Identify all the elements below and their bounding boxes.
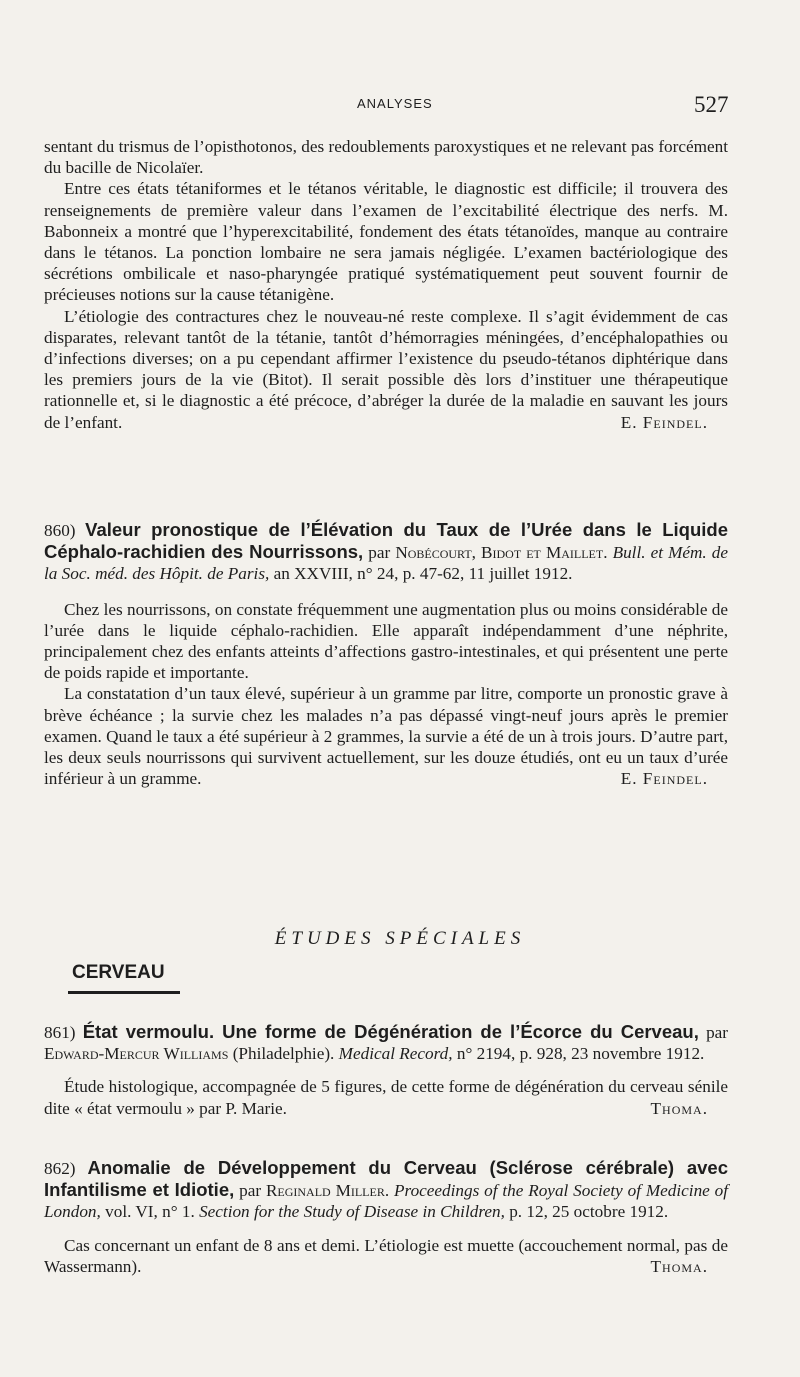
entry-location: (Philadelphie).	[232, 1044, 335, 1064]
section-title: ÉTUDES SPÉCIALES	[274, 928, 526, 949]
entry-by: par	[239, 1181, 262, 1201]
intro-paragraph-3	[44, 306, 728, 433]
entry-title: État vermoulu. Une forme de Dégénération de l’Écorce du Cerveau,	[82, 1021, 699, 1042]
entry-section: Section for the Study of Disease in Children,	[199, 1202, 505, 1222]
signature: Thoma.	[650, 1256, 708, 1276]
entry-details: n° 2194, p. 928, 23 novembre 1912.	[456, 1044, 705, 1064]
entry-journal: Bull. et Mém. de la Soc. méd. des Hôpit. de Paris,	[44, 543, 729, 584]
intro-block	[44, 136, 728, 433]
entry-860-paragraph-2	[44, 683, 728, 789]
page-number: 527	[694, 92, 729, 117]
signature: Thoma.	[650, 1098, 708, 1118]
entry-by: par	[368, 543, 391, 563]
entry-authors: Nobécourt, Bidot et Maillet.	[395, 543, 608, 563]
subsection-title: CERVEAU	[72, 962, 165, 983]
entry-details: p. 12, 25 octobre 1912.	[509, 1202, 669, 1222]
entry-861-heading	[44, 1021, 728, 1064]
entry-862-heading	[44, 1157, 728, 1223]
entry-number: 862)	[44, 1159, 76, 1178]
entry-volume: vol. VI, n° 1.	[105, 1202, 195, 1222]
running-head	[0, 92, 800, 122]
entry-862-paragraph	[44, 1235, 728, 1277]
signature: E. Feindel.	[620, 769, 708, 789]
entry-862	[44, 1157, 728, 1277]
entry-journal: Medical Record,	[338, 1044, 453, 1064]
entry-authors: Reginald Miller.	[265, 1181, 390, 1201]
entry-journal: Proceedings of the Royal Society of Medicine of London,	[44, 1181, 729, 1222]
entry-861-paragraph-text: Étude histologique, accompagnée de 5 figures, de cette forme de dégénération du cerveau sénile dite « état vermoulu » par P. Marie.	[44, 1077, 728, 1118]
entry-860-heading	[44, 519, 728, 585]
entry-by: par	[706, 1023, 729, 1042]
signature: E. Feindel.	[620, 412, 708, 432]
running-head-title: ANALYSES	[357, 96, 433, 111]
entry-860-paragraph-1: Chez les nourrissons, on constate fréquemment une augmentation plus ou moins considérable de l’urée dans le liquide céphalo-rachidien. Elle apparaît indépendamment d’une néphrite, principalement chez des enfants atteints d’affections gastro-intestinales, et qui présentent une perte de poids rapide et importante.	[44, 599, 728, 683]
intro-paragraph-2: Entre ces états tétaniformes et le tétanos véritable, le diagnostic est difficile; il trouvera des renseignements de première valeur dans l’examen de l’excitabilité électrique des nerfs. M. Babonneix a montré que l’hyperexcitabilité, fondement des états tétanoïdes, manque au contraire dans le tétanos. La ponction lombaire ne sera jamais négligée. L’examen bactériologique des sécrétions ombilicale et naso-pharyngée pratiqué systématiquement peut souvent fournir de précieuses notions sur la cause tétanigène.	[44, 179, 728, 305]
entry-860	[44, 519, 728, 789]
subsection-rule	[68, 991, 180, 994]
entry-860-paragraph-2-text: La constatation d’un taux élevé, supérieur à un gramme par litre, comporte un pronostic grave à brève échéance ; la survie chez les malades n’a pas dépassé vingt-neuf jours après le premier examen. Quand le taux a été supérieur à 2 grammes, la survie a été de un à trois jours. D’autre part, les deux seuls nourrissons qui survivent actuellement, sur les douze étudiés, ont eu un taux d’urée inférieur à un gramme.	[44, 684, 728, 789]
entry-number: 860)	[44, 521, 76, 540]
entry-title: Valeur pronostique de l’Élévation du Taux de l’Urée dans le Liquide Céphalo-rachidien des Nourrissons,	[44, 519, 729, 563]
entry-861-paragraph	[44, 1076, 728, 1118]
entry-details: an XXVIII, n° 24, p. 47-62, 11 juillet 1912.	[273, 564, 573, 584]
entry-861	[44, 1021, 728, 1119]
entry-number: 861)	[44, 1023, 76, 1042]
entry-title: Anomalie de Développement du Cerveau (Sclérose cérébrale) avec Infantilisme et Idiotie,	[44, 1157, 729, 1201]
entry-authors: Edward-Mercur Williams	[44, 1044, 229, 1064]
intro-paragraph-1: sentant du trismus de l’opisthotonos, des redoublements paroxystiques et ne relevant pas forcément du bacille de Nicolaïer.	[44, 137, 728, 178]
intro-paragraph-3-text: L’étiologie des contractures chez le nouveau-né reste complexe. Il s’agit évidemment de cas disparates, relevant tantôt de la tétanie, tantôt d’hémorragies méningées, d’encéphalopathies ou d’infections diverses; on a pu cependant affirmer l’existence du pseudo-tétanos diphtérique dans les premiers jours de la vie (Bitot). Il serait possible dès lors d’instituer une thérapeutique rationnelle et, si le diagnostic a été précoce, d’abréger la durée de la maladie en sauvant les jours de l’enfant.	[44, 306, 728, 432]
entry-862-paragraph-text: Cas concernant un enfant de 8 ans et demi. L’étiologie est muette (accouchement normal, pas de Wassermann).	[44, 1235, 728, 1276]
